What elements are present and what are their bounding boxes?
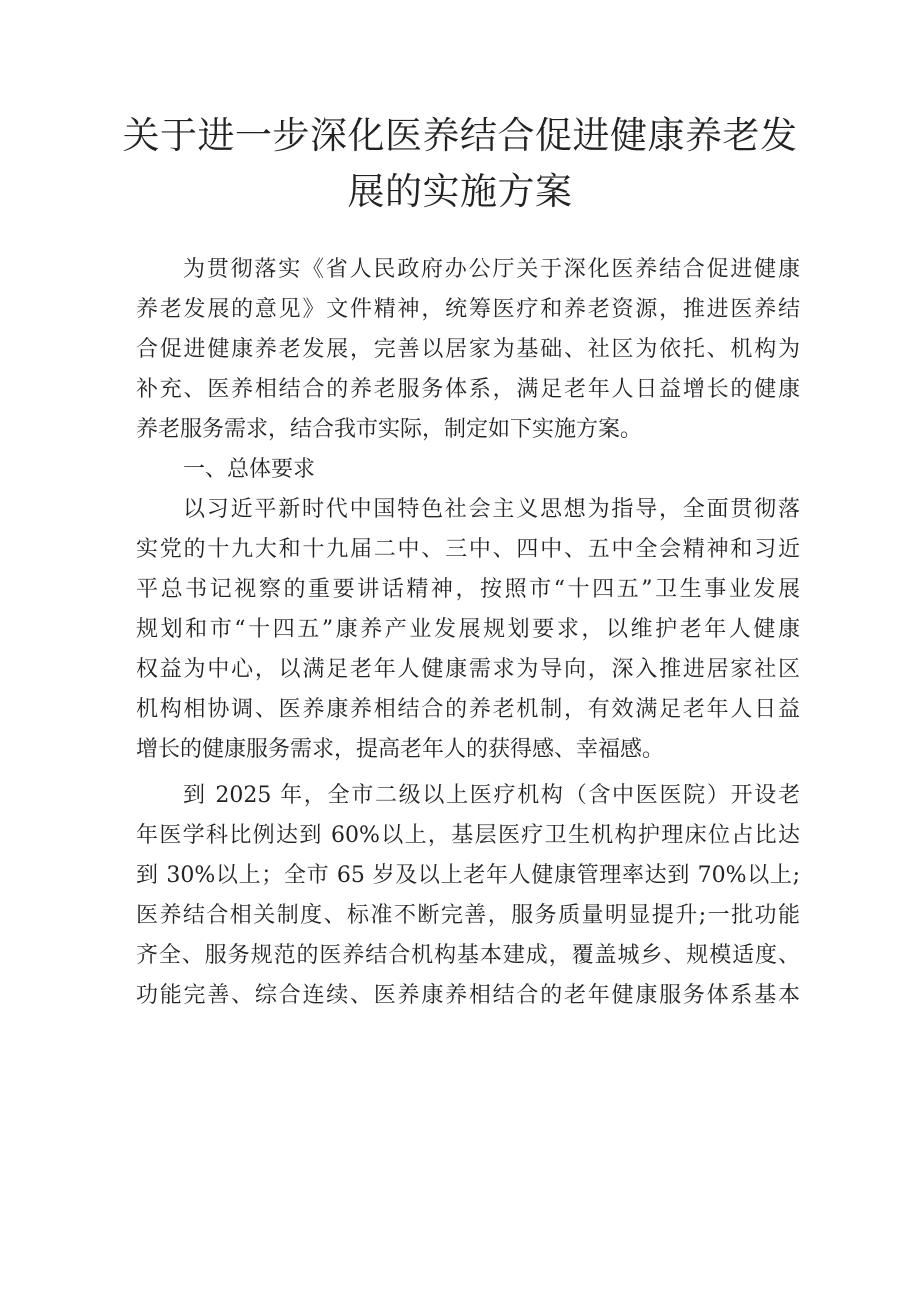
document-title bbox=[120, 108, 800, 220]
text-line: 规划和市“十四五”康养产业发展规划要求，以维护老年人健康 bbox=[136, 617, 800, 642]
heading-text: 一、总体要求 bbox=[183, 457, 316, 482]
text-line: 到 2025 年，全市二级以上医疗机构（含中医医院）开设老 bbox=[183, 783, 800, 808]
text-line: 以习近平新时代中国特色社会主义思想为指导，全面贯彻落 bbox=[183, 497, 800, 522]
text-line: 为贯彻落实《省人民政府办公厅关于深化医养结合促进健康 bbox=[183, 257, 800, 282]
paragraph-2025-goals bbox=[136, 776, 800, 1016]
text-line: 合促进健康养老发展，完善以居家为基础、社区为依托、机构为 bbox=[136, 337, 800, 362]
text-line: 年医学科比例达到 60%以上，基层医疗卫生机构护理床位占比达 bbox=[136, 823, 800, 848]
title-line-1: 关于进一步深化医养结合促进健康养老发 bbox=[122, 114, 798, 157]
text-line: 养老服务需求，结合我市实际，制定如下实施方案。 bbox=[136, 417, 643, 442]
text-line: 到 30%以上；全市 65 岁及以上老年人健康管理率达到 70%以上; bbox=[136, 863, 800, 888]
paragraph-general-requirements bbox=[136, 490, 800, 770]
text-line: 平总书记视察的重要讲话精神，按照市“十四五”卫生事业发展 bbox=[136, 577, 800, 602]
text-line: 增长的健康服务需求，提高老年人的获得感、幸福感。 bbox=[136, 737, 665, 762]
text-line: 养老发展的意见》文件精神，统筹医疗和养老资源，推进医养结 bbox=[136, 297, 800, 322]
text-line: 权益为中心，以满足老年人健康需求为导向，深入推进居家社区 bbox=[136, 657, 800, 682]
section-heading bbox=[136, 450, 800, 490]
text-line: 医养结合相关制度、标准不断完善，服务质量明显提升;一批功能 bbox=[136, 903, 800, 928]
text-line: 实党的十九大和十九届二中、三中、四中、五中全会精神和习近 bbox=[136, 537, 800, 562]
text-line: 补充、医养相结合的养老服务体系，满足老年人日益增长的健康 bbox=[136, 377, 800, 402]
text-line: 机构相协调、医养康养相结合的养老机制，有效满足老年人日益 bbox=[136, 697, 800, 722]
paragraph-intro bbox=[136, 250, 800, 450]
text-line: 功能完善、综合连续、医养康养相结合的老年健康服务体系基本 bbox=[136, 983, 800, 1008]
text-line: 齐全、服务规范的医养结合机构基本建成，覆盖城乡、规模适度、 bbox=[136, 943, 800, 968]
title-line-2: 展的实施方案 bbox=[347, 170, 573, 213]
document-body bbox=[136, 250, 800, 1016]
